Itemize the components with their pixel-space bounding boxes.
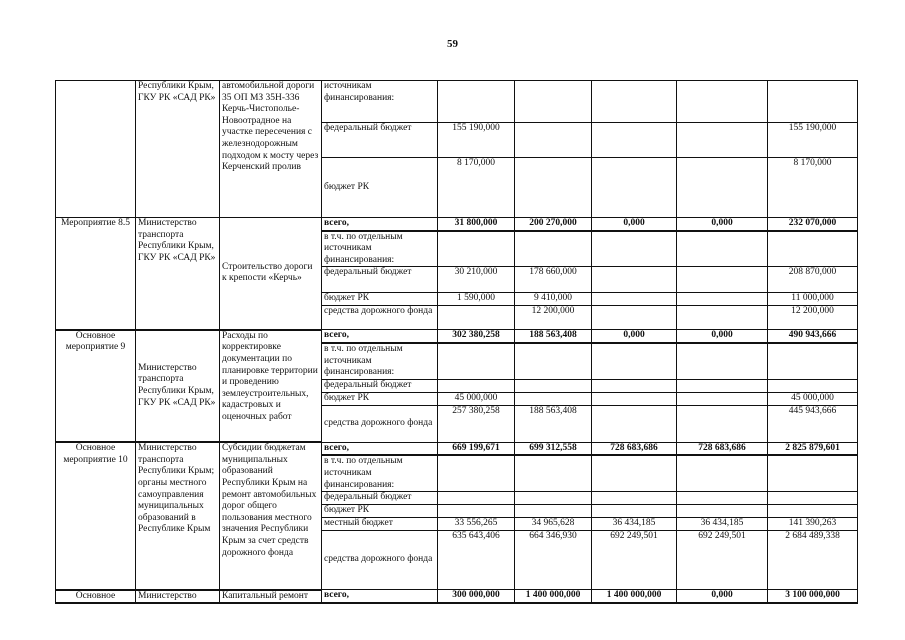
value-cell <box>592 306 677 330</box>
value-cell: 2 684 489,338 <box>768 531 858 590</box>
source-cell: федеральный бюджет <box>322 379 438 392</box>
description-cell: Субсидии бюджетам муниципальных образований Республики Крым на ремонт автомобильных дорог общего пользования местного значения Республики Крым за счет средств дорожного фонда <box>220 442 322 589</box>
event-cell <box>56 81 136 218</box>
value-cell: 188 563,408 <box>515 330 592 343</box>
executor-cell: Министерство транспорта Республики Крым, ГКУ РК «САД РК» <box>136 218 220 330</box>
value-cell: 155 190,000 <box>768 123 858 158</box>
value-cell: 36 434,185 <box>592 518 677 531</box>
value-cell: 12 200,000 <box>515 306 592 330</box>
value-cell <box>768 343 858 379</box>
value-cell: 1 400 000,000 <box>515 590 592 604</box>
value-cell <box>592 123 677 158</box>
value-cell: 445 943,666 <box>768 405 858 442</box>
description-cell: Строительство дороги к крепости «Керчь» <box>220 218 322 330</box>
value-cell: 200 270,000 <box>515 218 592 231</box>
value-cell <box>592 405 677 442</box>
value-cell <box>438 455 515 491</box>
value-cell <box>677 267 768 293</box>
table-row <box>56 590 858 604</box>
value-cell: 1 400 000,000 <box>592 590 677 604</box>
value-cell: 155 190,000 <box>438 123 515 158</box>
value-cell <box>677 455 768 491</box>
value-cell <box>438 306 515 330</box>
value-cell: 8 170,000 <box>768 158 858 218</box>
value-cell <box>438 81 515 123</box>
source-cell: федеральный бюджет <box>322 267 438 293</box>
source-cell: средства дорожного фонда <box>322 531 438 590</box>
value-cell <box>592 231 677 267</box>
value-cell <box>515 492 592 505</box>
value-cell: 8 170,000 <box>438 158 515 218</box>
value-cell <box>768 455 858 491</box>
value-cell <box>677 81 768 123</box>
source-cell: федеральный бюджет <box>322 123 438 158</box>
value-cell: 2 825 879,601 <box>768 442 858 455</box>
value-cell <box>592 267 677 293</box>
value-cell <box>438 379 515 392</box>
value-cell <box>592 505 677 518</box>
value-cell <box>592 455 677 491</box>
value-cell <box>515 343 592 379</box>
source-cell: всего, <box>322 590 438 604</box>
value-cell <box>592 293 677 306</box>
source-cell: всего, <box>322 330 438 343</box>
value-cell: 0,000 <box>592 218 677 231</box>
value-cell: 669 199,671 <box>438 442 515 455</box>
description-cell: автомобильной дороги 35 ОП МЗ 35Н-336 Керчь-Чистополье-Новоотрадное на участке пересечения с железнодорожным подходом к мосту через Керченский пролив <box>220 81 322 218</box>
value-cell <box>768 379 858 392</box>
executor-cell: Министерство транспорта Республики Крым; органы местного самоуправления муниципальных образований в Республике Крым <box>136 442 220 589</box>
value-cell: 45 000,000 <box>768 392 858 405</box>
value-cell <box>677 379 768 392</box>
value-cell: 692 249,501 <box>592 531 677 590</box>
source-cell: источникам финансирования: <box>322 81 438 123</box>
value-cell <box>438 343 515 379</box>
value-cell: 0,000 <box>677 590 768 604</box>
event-cell: Мероприятие 8.5 <box>56 218 136 330</box>
value-cell <box>677 392 768 405</box>
value-cell <box>438 505 515 518</box>
value-cell <box>592 343 677 379</box>
table-row <box>56 218 858 231</box>
source-cell: средства дорожного фонда <box>322 306 438 330</box>
value-cell <box>438 231 515 267</box>
budget-table-body <box>56 81 858 604</box>
budget-table <box>55 80 858 604</box>
executor-cell: Республики Крым, ГКУ РК «САД РК» <box>136 81 220 218</box>
value-cell: 699 312,558 <box>515 442 592 455</box>
value-cell <box>677 505 768 518</box>
value-cell <box>515 392 592 405</box>
value-cell <box>677 492 768 505</box>
value-cell: 12 200,000 <box>768 306 858 330</box>
value-cell: 1 590,000 <box>438 293 515 306</box>
source-cell: всего, <box>322 442 438 455</box>
value-cell <box>592 492 677 505</box>
value-cell: 0,000 <box>677 330 768 343</box>
value-cell <box>592 379 677 392</box>
value-cell <box>515 379 592 392</box>
value-cell: 34 965,628 <box>515 518 592 531</box>
source-cell: всего, <box>322 218 438 231</box>
value-cell: 692 249,501 <box>677 531 768 590</box>
table-row <box>56 81 858 123</box>
value-cell <box>592 81 677 123</box>
value-cell <box>515 505 592 518</box>
value-cell <box>768 505 858 518</box>
source-cell: бюджет РК <box>322 392 438 405</box>
executor-cell: Министерство транспорта Республики Крым, ГКУ РК «САД РК» <box>136 330 220 442</box>
value-cell <box>515 81 592 123</box>
source-cell: федеральный бюджет <box>322 492 438 505</box>
value-cell: 11 000,000 <box>768 293 858 306</box>
table-row <box>56 442 858 455</box>
source-cell: бюджет РК <box>322 293 438 306</box>
value-cell: 141 390,263 <box>768 518 858 531</box>
value-cell <box>768 231 858 267</box>
event-cell: Основное мероприятие 9 <box>56 330 136 442</box>
value-cell <box>592 158 677 218</box>
source-cell: местный бюджет <box>322 518 438 531</box>
value-cell <box>677 343 768 379</box>
value-cell: 3 100 000,000 <box>768 590 858 604</box>
value-cell <box>515 231 592 267</box>
value-cell: 232 070,000 <box>768 218 858 231</box>
executor-cell: Министерство <box>136 590 220 604</box>
value-cell: 664 346,930 <box>515 531 592 590</box>
value-cell: 300 000,000 <box>438 590 515 604</box>
value-cell <box>768 81 858 123</box>
source-cell: бюджет РК <box>322 158 438 218</box>
source-cell: в т.ч. по отдельным источникам финансирования: <box>322 231 438 267</box>
value-cell <box>677 306 768 330</box>
value-cell: 45 000,000 <box>438 392 515 405</box>
value-cell: 30 210,000 <box>438 267 515 293</box>
source-cell: в т.ч. по отдельным источникам финансирования: <box>322 343 438 379</box>
value-cell: 728 683,686 <box>677 442 768 455</box>
value-cell: 178 660,000 <box>515 267 592 293</box>
value-cell <box>677 405 768 442</box>
value-cell: 635 643,406 <box>438 531 515 590</box>
value-cell <box>515 123 592 158</box>
source-cell: бюджет РК <box>322 505 438 518</box>
source-cell: в т.ч. по отдельным источникам финансирования: <box>322 455 438 491</box>
value-cell <box>438 492 515 505</box>
value-cell: 728 683,686 <box>592 442 677 455</box>
value-cell <box>677 158 768 218</box>
value-cell: 188 563,408 <box>515 405 592 442</box>
event-cell: Основное <box>56 590 136 604</box>
description-cell: Капитальный ремонт <box>220 590 322 604</box>
value-cell <box>768 492 858 505</box>
value-cell <box>515 455 592 491</box>
event-cell: Основное мероприятие 10 <box>56 442 136 589</box>
value-cell <box>677 123 768 158</box>
value-cell: 9 410,000 <box>515 293 592 306</box>
value-cell <box>677 231 768 267</box>
value-cell: 302 380,258 <box>438 330 515 343</box>
value-cell: 0,000 <box>592 330 677 343</box>
value-cell: 31 800,000 <box>438 218 515 231</box>
value-cell: 208 870,000 <box>768 267 858 293</box>
value-cell <box>677 293 768 306</box>
value-cell <box>592 392 677 405</box>
value-cell <box>515 158 592 218</box>
source-cell: средства дорожного фонда <box>322 405 438 442</box>
value-cell: 490 943,666 <box>768 330 858 343</box>
description-cell: Расходы по корректировке документации по планировке территории и проведению землеустроительных, кадастровых и оценочных работ <box>220 330 322 442</box>
value-cell: 257 380,258 <box>438 405 515 442</box>
value-cell: 36 434,185 <box>677 518 768 531</box>
table-row <box>56 330 858 343</box>
value-cell: 0,000 <box>677 218 768 231</box>
page-number: 59 <box>447 38 458 50</box>
value-cell: 33 556,265 <box>438 518 515 531</box>
